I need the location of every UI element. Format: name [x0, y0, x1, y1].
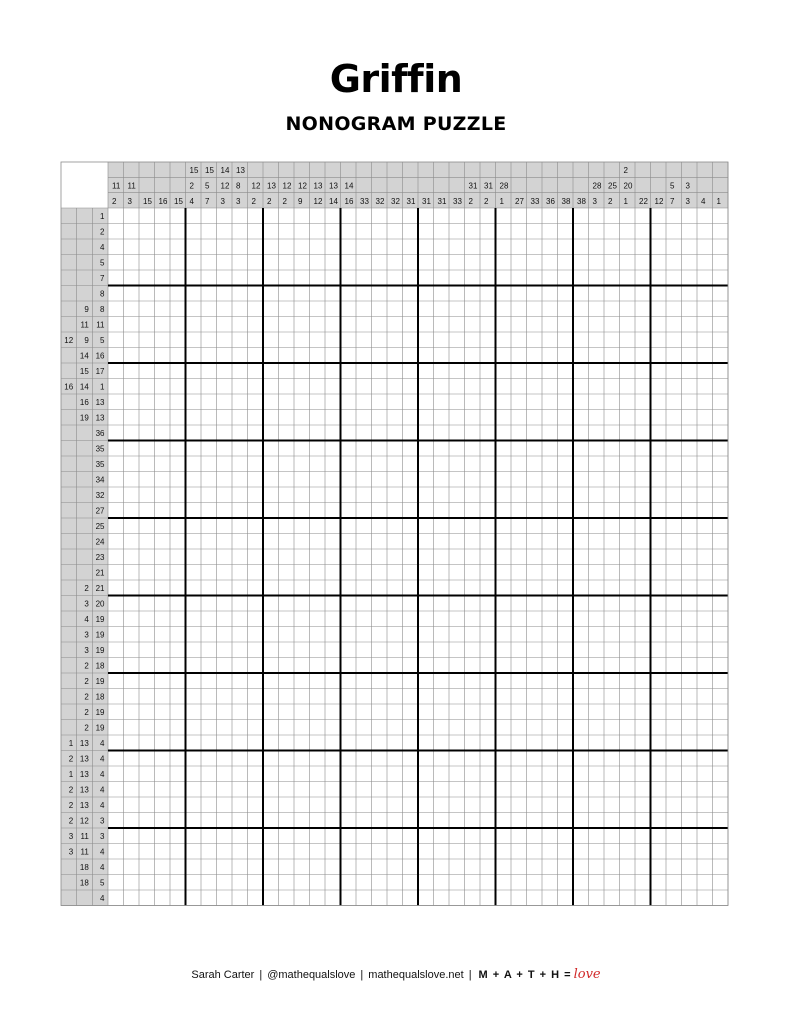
row-clue-number: 19 — [95, 630, 105, 640]
column-clue-number: 38 — [561, 196, 571, 206]
row-clue-number: 5 — [100, 336, 105, 346]
column-clue-number: 13 — [313, 181, 323, 191]
column-clue-number: 25 — [608, 181, 617, 191]
row-clue-number: 4 — [84, 615, 89, 625]
row-clue-number: 2 — [84, 723, 89, 733]
row-clue-number: 2 — [68, 785, 74, 795]
column-clue-number: 15 — [174, 196, 183, 206]
row-clue-number: 15 — [79, 367, 89, 377]
row-clue-number: 16 — [95, 351, 105, 361]
row-clue-number: 19 — [95, 646, 105, 656]
row-clue-number: 1 — [68, 739, 74, 749]
row-clue-number: 3 — [68, 847, 74, 857]
row-clue-number: 24 — [95, 537, 105, 547]
column-clue-number: 7 — [205, 196, 210, 206]
row-clue-number: 9 — [84, 336, 89, 346]
row-clue-number: 3 — [68, 832, 74, 842]
column-clue-number: 16 — [158, 196, 168, 206]
row-clue-number: 4 — [100, 243, 105, 253]
row-clue-number: 13 — [79, 739, 89, 749]
row-clue-number: 2 — [84, 661, 89, 671]
row-clue-number: 4 — [100, 863, 105, 873]
footer-separator: | — [259, 969, 263, 981]
row-clue-number: 18 — [79, 863, 89, 873]
row-clue-number: 19 — [95, 615, 105, 625]
row-clue-number: 11 — [80, 320, 89, 330]
row-clue-number: 2 — [84, 692, 89, 702]
column-clue-number: 2 — [267, 196, 272, 206]
column-clue-number: 13 — [267, 181, 276, 191]
row-clue-number: 3 — [84, 599, 89, 609]
column-clue-number: 12 — [282, 181, 292, 191]
row-clue-number: 16 — [79, 398, 89, 408]
row-clue-number: 19 — [79, 413, 89, 423]
row-clue-number: 5 — [100, 878, 105, 888]
row-clue-number: 13 — [79, 754, 89, 764]
column-clue-number: 2 — [282, 196, 287, 206]
row-clue-number: 19 — [95, 677, 105, 687]
row-clue-number: 2 — [84, 708, 89, 718]
row-clue-number: 11 — [80, 847, 89, 857]
column-clue-number: 28 — [499, 181, 509, 191]
row-clue-number: 13 — [95, 398, 105, 408]
column-clue-number: 14 — [220, 166, 230, 176]
row-clue-number: 23 — [95, 553, 105, 563]
row-clue-number: 4 — [100, 785, 105, 795]
row-clue-number: 17 — [95, 367, 105, 377]
row-clue-number: 4 — [100, 801, 105, 811]
column-clue-number: 12 — [251, 181, 261, 191]
row-clue-number: 3 — [84, 646, 89, 656]
column-clue-number: 36 — [546, 196, 555, 206]
column-clue-number: 28 — [592, 181, 602, 191]
row-clue-number: 13 — [79, 785, 89, 795]
row-clue-number: 2 — [84, 677, 89, 687]
row-clue-number: 12 — [79, 816, 89, 826]
puzzle-subtitle: NONOGRAM PUZZLE — [285, 113, 507, 135]
column-clue-number: 1 — [716, 196, 721, 206]
row-clue-number: 20 — [95, 599, 105, 609]
column-clue-number: 31 — [484, 181, 493, 191]
column-clue-number: 11 — [127, 181, 136, 191]
row-clue-number: 11 — [80, 832, 89, 842]
column-clue-number: 13 — [236, 166, 245, 176]
footer-handle: @mathequalslove — [267, 969, 356, 981]
column-clue-number: 31 — [406, 196, 416, 206]
row-clue-number: 35 — [95, 444, 105, 454]
row-clue-number: 4 — [100, 754, 105, 764]
column-clue-number: 1 — [623, 196, 628, 206]
row-clue-number: 18 — [95, 661, 105, 671]
row-clue-number: 2 — [68, 754, 74, 764]
column-clue-number: 4 — [189, 196, 194, 206]
row-clue-number: 35 — [95, 460, 105, 470]
column-clue-number: 2 — [484, 196, 489, 206]
row-clue-number: 32 — [95, 491, 105, 501]
column-clue-number: 32 — [391, 196, 400, 206]
puzzle-title: Griffin — [329, 57, 463, 101]
column-clue-number: 8 — [236, 181, 241, 191]
row-clue-number: 2 — [84, 584, 89, 594]
column-clue-number: 22 — [639, 196, 648, 206]
footer-brand: M + A + T + H = — [478, 969, 572, 981]
row-clue-number: 14 — [79, 382, 89, 392]
column-clue-number: 12 — [298, 181, 307, 191]
row-clue-number: 7 — [100, 274, 105, 284]
love-logo: love — [573, 967, 601, 982]
column-clue-number: 27 — [515, 196, 524, 206]
column-clue-number: 15 — [143, 196, 152, 206]
row-clue-number: 4 — [100, 847, 105, 857]
row-clue-number: 4 — [100, 894, 105, 904]
row-clue-number: 1 — [100, 382, 105, 392]
column-clue-number: 5 — [205, 181, 210, 191]
footer-separator: | — [360, 969, 364, 981]
row-clue-number: 12 — [64, 336, 74, 346]
row-clue-number: 27 — [95, 506, 105, 516]
column-clue-number: 32 — [375, 196, 385, 206]
column-clue-number: 31 — [468, 181, 478, 191]
row-clue-number: 8 — [100, 289, 105, 299]
column-clue-number: 12 — [313, 196, 323, 206]
column-clue-number: 14 — [344, 181, 354, 191]
row-clue-number: 3 — [100, 816, 105, 826]
row-clue-number: 5 — [100, 258, 105, 268]
footer-author: Sarah Carter — [191, 969, 255, 981]
footer-separator: | — [468, 969, 472, 981]
row-clue-number: 13 — [79, 770, 89, 780]
column-clue-number: 4 — [701, 196, 706, 206]
row-clue-number: 19 — [95, 708, 105, 718]
column-clue-number: 9 — [298, 196, 303, 206]
column-clue-number: 33 — [360, 196, 369, 206]
row-clue-number: 13 — [79, 801, 89, 811]
column-clue-number: 11 — [112, 181, 121, 191]
row-clue-number: 11 — [96, 320, 105, 330]
row-clue-number: 1 — [100, 212, 105, 222]
row-clue-number: 1 — [68, 770, 74, 780]
column-clue-number: 12 — [654, 196, 664, 206]
row-clue-number: 21 — [95, 584, 105, 594]
row-clue-number: 13 — [95, 413, 105, 423]
row-clue-number: 3 — [84, 630, 89, 640]
column-clue-number: 12 — [220, 181, 230, 191]
column-clue-number: 2 — [112, 196, 117, 206]
column-clue-number: 2 — [189, 181, 194, 191]
column-clue-number: 13 — [329, 181, 338, 191]
column-clue-number: 16 — [344, 196, 354, 206]
row-clue-number: 4 — [100, 739, 105, 749]
column-clue-number: 3 — [220, 196, 225, 206]
row-clue-number: 18 — [95, 692, 105, 702]
row-clue-number: 2 — [68, 816, 74, 826]
column-clue-number: 15 — [189, 166, 199, 176]
column-clue-number: 3 — [685, 181, 690, 191]
footer-website: mathequalslove.net — [368, 969, 464, 981]
row-clue-number: 19 — [95, 723, 105, 733]
row-clue-number: 2 — [68, 801, 74, 811]
row-clue-number: 36 — [95, 429, 105, 439]
row-clue-number: 16 — [64, 382, 74, 392]
column-clue-number: 15 — [205, 166, 214, 176]
footer — [0, 966, 792, 984]
column-clue-number: 1 — [499, 196, 504, 206]
column-clue-number: 20 — [623, 181, 633, 191]
column-clue-number: 33 — [530, 196, 540, 206]
row-clue-number: 25 — [95, 522, 105, 532]
column-clue-number: 2 — [608, 196, 613, 206]
column-clue-number: 7 — [670, 196, 675, 206]
column-clue-number: 3 — [592, 196, 597, 206]
column-clue-number: 2 — [251, 196, 256, 206]
row-clue-number: 21 — [95, 568, 105, 578]
row-clue-number: 14 — [79, 351, 89, 361]
column-clue-number: 5 — [670, 181, 675, 191]
column-clue-number: 3 — [685, 196, 690, 206]
row-clue-number: 8 — [100, 305, 105, 315]
column-clue-number: 33 — [453, 196, 462, 206]
column-clue-number: 14 — [329, 196, 338, 206]
row-clue-number: 2 — [100, 227, 105, 237]
row-clue-number: 34 — [95, 475, 105, 485]
column-clue-number: 3 — [236, 196, 241, 206]
column-clue-number: 2 — [468, 196, 473, 206]
column-clue-number: 2 — [623, 166, 628, 176]
row-clue-number: 4 — [100, 770, 105, 780]
column-clue-number: 38 — [577, 196, 586, 206]
row-clue-number: 3 — [100, 832, 105, 842]
row-clue-number: 9 — [84, 305, 89, 315]
column-clue-number: 3 — [127, 196, 132, 206]
row-clue-number: 18 — [79, 878, 89, 888]
corner-cell — [61, 162, 108, 208]
column-clue-number: 31 — [422, 196, 431, 206]
column-clue-number: 31 — [437, 196, 447, 206]
